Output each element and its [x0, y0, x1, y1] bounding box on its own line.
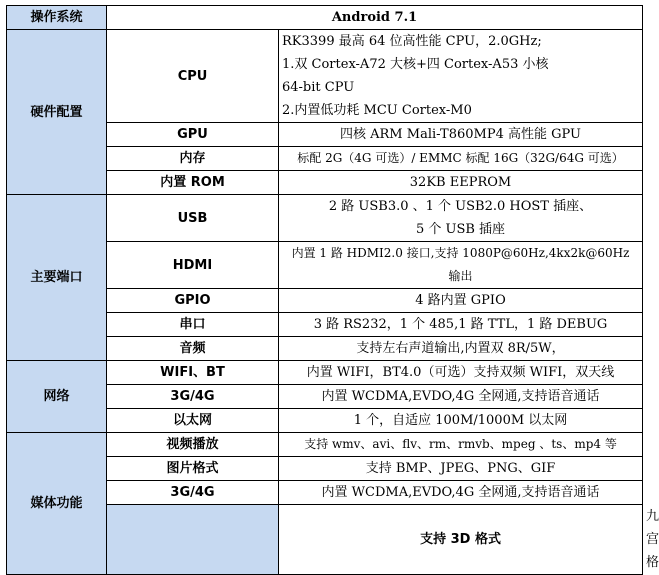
usb-line: 2 路 USB3.0 、1 个 USB2.0 HOST 插座、 — [328, 199, 593, 214]
item-label: 视频播放 — [107, 433, 279, 457]
cpu-line: 64-bit CPU — [282, 80, 355, 95]
spec-table — [6, 5, 659, 575]
item-value: 四核 ARM Mali-T860MP4 高性能 GPU — [279, 123, 643, 147]
table-row — [7, 195, 643, 242]
cpu-line: 2.内置低功耗 MCU Cortex-M0 — [282, 103, 472, 118]
item-value — [279, 30, 643, 123]
os-value: Android 7.1 — [107, 6, 643, 30]
hdmi-line: 输出 — [448, 269, 473, 283]
hdmi-line: 内置 1 路 HDMI2.0 接口,支持 1080P@60Hz,4kx2k@60Hz — [291, 246, 630, 260]
item-value: 支持左右声道输出,内置双 8R/5W， — [279, 337, 643, 361]
item-value: 4 路内置 GPIO — [279, 289, 643, 313]
item-value: 标配 2G（4G 可选）/ EMMC 标配 16G（32G/64G 可选） — [279, 147, 643, 171]
item-value: 3 路 RS232，1 个 485,1 路 TTL，1 路 DEBUG — [279, 313, 643, 337]
table-row — [7, 6, 643, 30]
item-label: 支持 3D 格式 — [279, 505, 643, 575]
item-label: 图片格式 — [107, 457, 279, 481]
item-label: GPU — [107, 123, 279, 147]
item-value: 内置 WCDMA,EVDO,4G 全网通,支持语音通话 — [279, 385, 643, 409]
category-media: 媒体功能 — [7, 433, 107, 575]
usb-line: 5 个 USB 插座 — [415, 222, 506, 237]
item-value: 1 个，自适应 100M/1000M 以太网 — [279, 409, 643, 433]
os-label: 操作系统 — [7, 6, 107, 30]
category-network: 网络 — [7, 361, 107, 433]
category-hardware: 硬件配置 — [7, 30, 107, 195]
item-label: CPU — [107, 30, 279, 123]
item-label: 音频 — [107, 337, 279, 361]
item-label: 3G/4G — [107, 481, 279, 505]
item-value: 内置 WIFI，BT4.0（可选）支持双频 WIFI，双天线 — [279, 361, 643, 385]
item-label: 以太网 — [107, 409, 279, 433]
category-ports: 主要端口 — [7, 195, 107, 361]
table-row: 支持 3D 格式 九宫格 — [7, 505, 643, 575]
category-blank — [107, 505, 279, 575]
cpu-line: RK3399 最高 64 位高性能 CPU，2.0GHz; — [282, 34, 542, 49]
table-row — [7, 433, 643, 457]
item-label: 3G/4G — [107, 385, 279, 409]
item-label: GPIO — [107, 289, 279, 313]
item-label: WIFI、BT — [107, 361, 279, 385]
item-value: 32KB EEPROM — [279, 171, 643, 195]
item-value: 内置 WCDMA,EVDO,4G 全网通,支持语音通话 — [279, 481, 643, 505]
item-label: 内置 ROM — [107, 171, 279, 195]
item-value — [279, 242, 643, 289]
item-label: HDMI — [107, 242, 279, 289]
item-value — [279, 195, 643, 242]
cpu-line: 1.双 Cortex-A72 大核+四 Cortex-A53 小核 — [282, 57, 549, 72]
item-label: 串口 — [107, 313, 279, 337]
item-value: 支持 BMP、JPEG、PNG、GIF — [279, 457, 643, 481]
item-value: 支持 wmv、avi、flv、rm、rmvb、mpeg 、ts、mp4 等 — [279, 433, 643, 457]
item-label: USB — [107, 195, 279, 242]
item-label: 内存 — [107, 147, 279, 171]
table-row — [7, 361, 643, 385]
table-row — [7, 30, 643, 123]
